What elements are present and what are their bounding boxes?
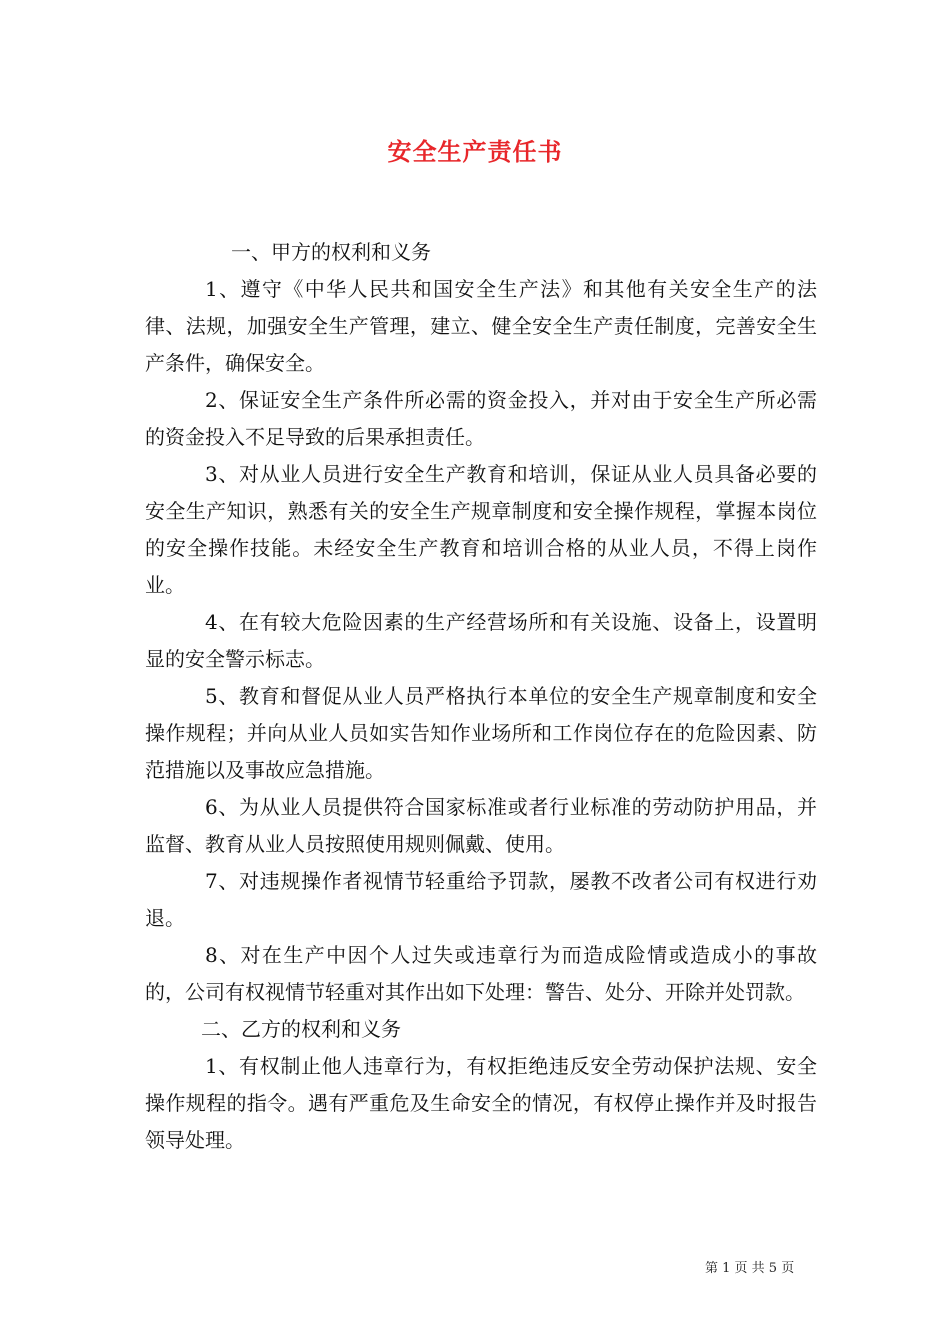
party-a-item-7: 7、对违规操作者视情节轻重给予罚款，屡教不改者公司有权进行劝退。 xyxy=(145,869,817,930)
section-heading-party-b: 二、乙方的权利和义务 xyxy=(201,1017,401,1041)
party-a-item-1: 1、遵守《中华人民共和国安全生产法》和其他有关安全生产的法律、法规，加强安全生产管理，建立、健全安全生产责任制度，完善安全生产条件，确保安全。 xyxy=(145,277,817,375)
party-b-item-1: 1、有权制止他人违章行为，有权拒绝违反安全劳动保护法规、安全操作规程的指令。遇有严重危及生命安全的情况，有权停止操作并及时报告领导处理。 xyxy=(145,1054,817,1152)
document-title: 安全生产责任书 xyxy=(387,138,563,166)
page-number: 第 1 页 共 5 页 xyxy=(705,1261,795,1276)
party-a-item-4: 4、在有较大危险因素的生产经营场所和有关设施、设备上，设置明显的安全警示标志。 xyxy=(145,610,817,671)
party-a-item-2: 2、保证安全生产条件所必需的资金投入，并对由于安全生产所必需的资金投入不足导致的后果承担责任。 xyxy=(145,388,817,449)
party-a-item-6: 6、为从业人员提供符合国家标准或者行业标准的劳动防护用品，并监督、教育从业人员按照使用规则佩戴、使用。 xyxy=(145,795,817,856)
document-body xyxy=(145,234,817,1159)
party-a-item-8: 8、对在生产中因个人过失或违章行为而造成险情或造成小的事故的，公司有权视情节轻重对其作出如下处理：警告、处分、开除并处罚款。 xyxy=(145,943,817,1004)
section-heading-party-a: 一、甲方的权利和义务 xyxy=(231,240,431,264)
party-a-item-3: 3、对从业人员进行安全生产教育和培训，保证从业人员具备必要的安全生产知识，熟悉有关的安全生产规章制度和安全操作规程，掌握本岗位的安全操作技能。未经安全生产教育和培训合格的从业人员，不得上岗作业。 xyxy=(145,462,817,597)
party-a-item-5: 5、教育和督促从业人员严格执行本单位的安全生产规章制度和安全操作规程；并向从业人员如实告知作业场所和工作岗位存在的危险因素、防范措施以及事故应急措施。 xyxy=(145,684,817,782)
